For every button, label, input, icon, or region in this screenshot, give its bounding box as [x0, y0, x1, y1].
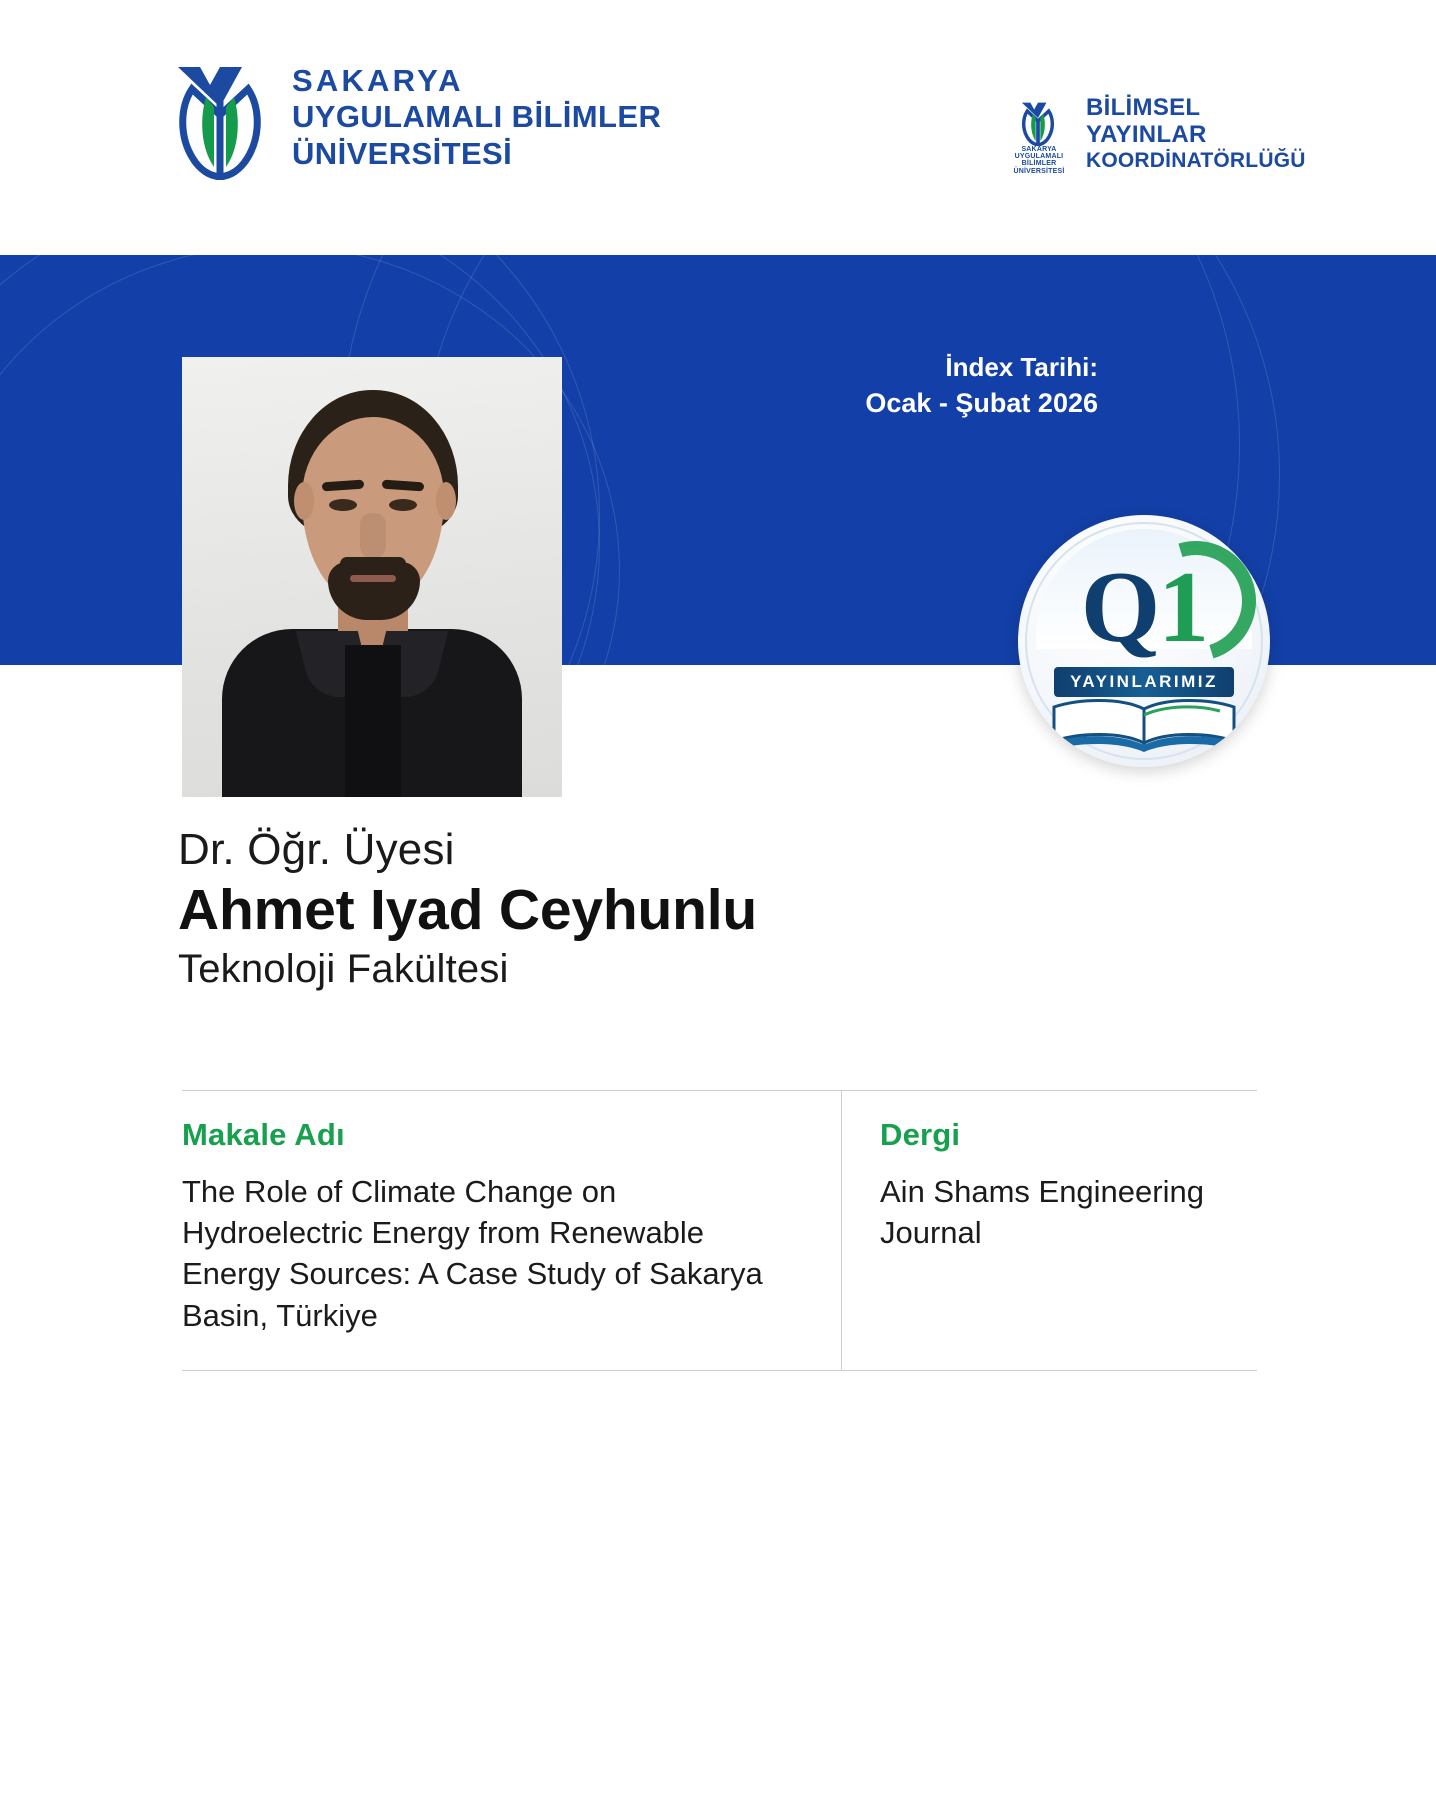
photo-ear-left [294, 482, 314, 520]
coordination-sub-text [1000, 146, 1078, 175]
person-faculty: Teknoloji Fakültesi [178, 947, 509, 992]
coordination-name [1086, 95, 1306, 172]
badge-quartile-letter: Q [1080, 551, 1159, 664]
page-header [0, 0, 1436, 232]
article-title: The Role of Climate Change on Hydroelectric Energy from Renewable Energy Sources: A Case Study of Sakarya Basin, Türkiye [182, 1174, 763, 1333]
person-block [178, 825, 1278, 993]
badge-ribbon-label: YAYINLARIMIZ [1054, 667, 1234, 697]
coordination-line-1: BİLİMSEL [1086, 94, 1201, 121]
index-date-value: Ocak - Şubat 2026 [865, 388, 1098, 419]
avatar [182, 357, 562, 797]
coordination-logo-block [1000, 94, 1306, 175]
photo-moustache [340, 557, 406, 571]
publication-table [182, 1090, 1257, 1371]
photo-eye-left [329, 499, 357, 511]
coordination-sub-1: SAKARYA [1021, 145, 1057, 153]
journal-name: Ain Shams Engineering Journal [880, 1174, 1204, 1251]
tulip-logo-small-icon [1000, 98, 1076, 175]
coordination-sub-2: UYGULAMALI BİLİMLER [1014, 152, 1064, 168]
coordination-line-2: YAYINLAR [1086, 120, 1207, 148]
photo-eye-right [389, 499, 417, 511]
journal-heading: Dergi [880, 1117, 961, 1152]
badge-quartile-number: 1 [1158, 551, 1208, 664]
page-title: Ahmet Iyad Ceyhunlu [178, 877, 757, 942]
index-date-label: İndex Tarihi: [945, 352, 1098, 382]
photo-ear-right [436, 482, 456, 520]
photo-nose [360, 513, 386, 559]
q1-badge-icon [1018, 515, 1270, 767]
open-book-icon [1048, 695, 1240, 753]
university-line-1: SAKARYA [292, 62, 464, 98]
university-line-3: ÜNİVERSİTESİ [292, 135, 513, 171]
index-date-block [865, 350, 1098, 422]
university-name [292, 63, 661, 173]
coordination-line-3: KOORDİNATÖRLÜĞÜ [1086, 148, 1306, 172]
university-logo-block [170, 55, 661, 180]
person-title: Dr. Öğr. Üyesi [178, 825, 455, 874]
photo-mouth [350, 575, 396, 582]
badge-quartile [1018, 551, 1270, 664]
journal-column [842, 1091, 1257, 1370]
article-heading: Makale Adı [182, 1117, 345, 1152]
photo-shirt [345, 645, 401, 797]
university-line-2: UYGULAMALI BİLİMLER [292, 99, 662, 135]
article-column [182, 1091, 842, 1370]
coordination-sub-3: ÜNİVERSİTESİ [1013, 167, 1065, 175]
tulip-logo-icon [170, 55, 270, 180]
